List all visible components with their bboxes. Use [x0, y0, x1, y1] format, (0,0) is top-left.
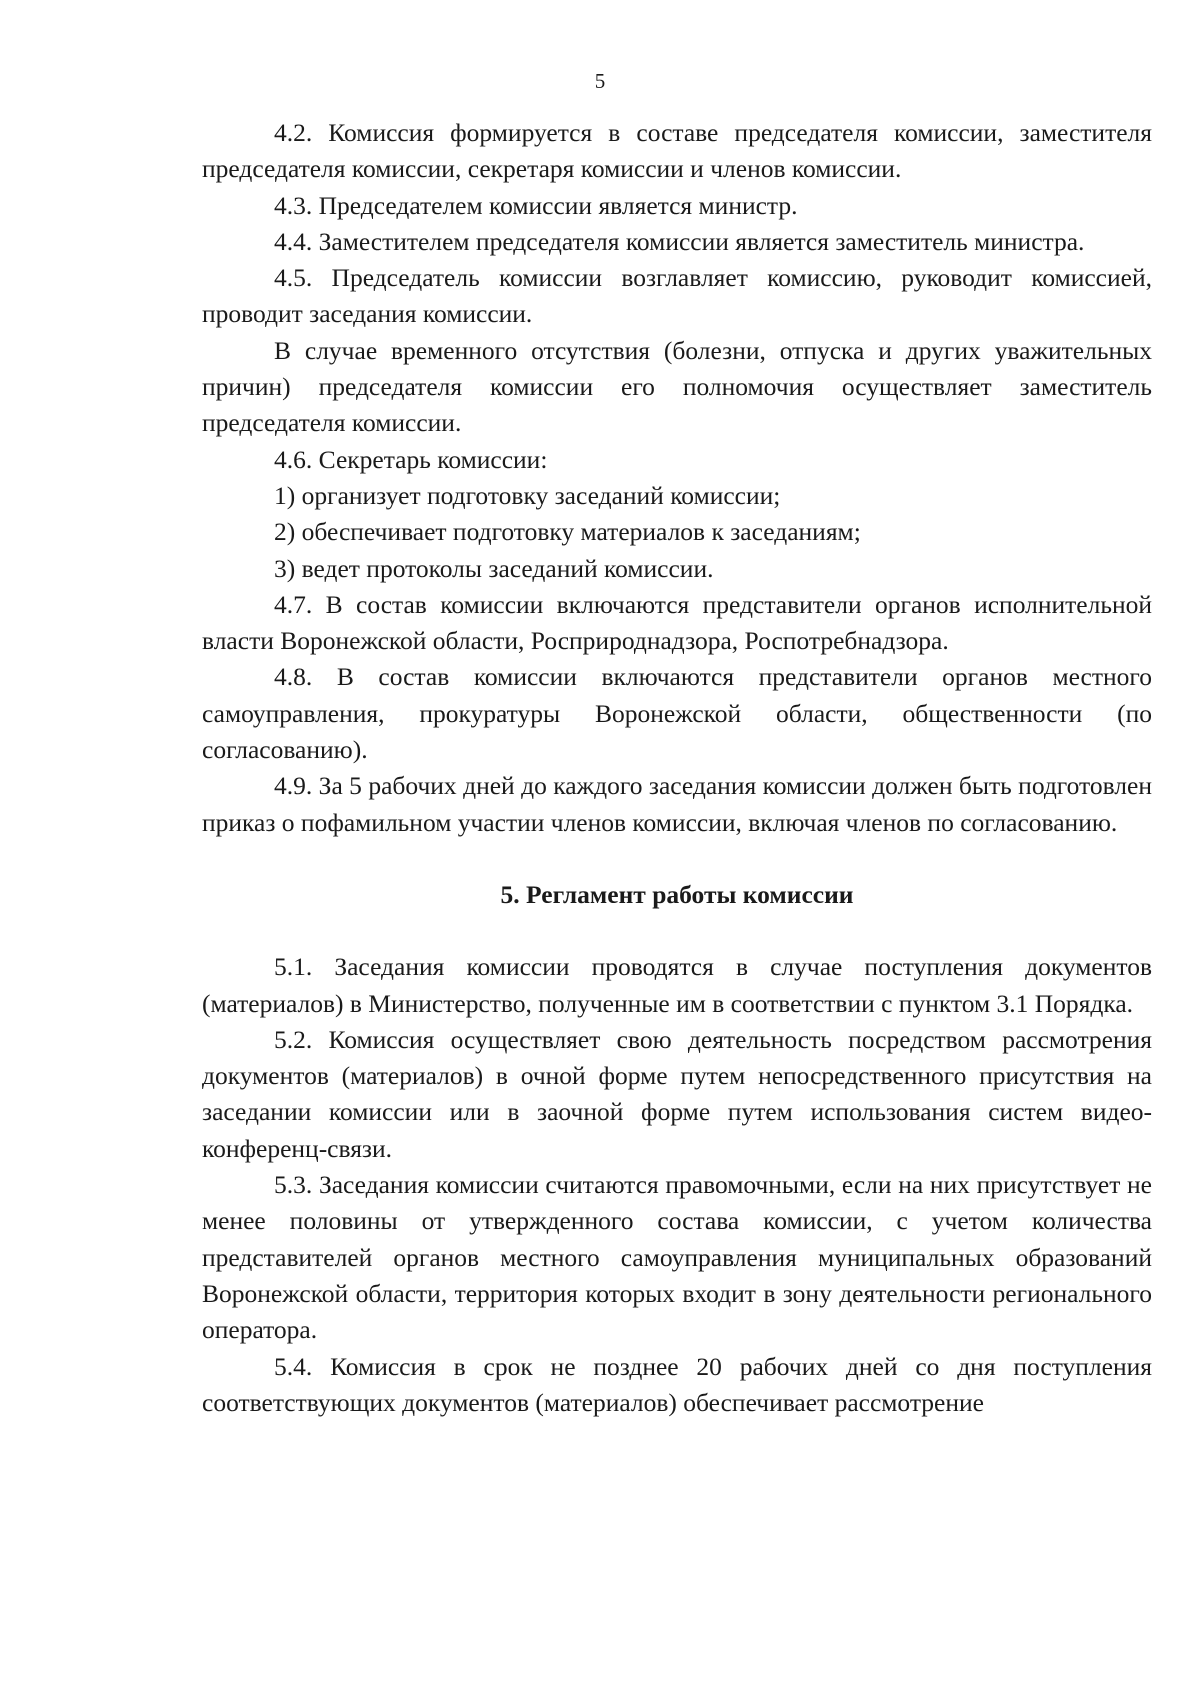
- paragraph-4-5-absence: В случае временного отсутствия (болезни, отпуска и других уважительных причин) председателя комиссии его полномочия осуществляет заместитель председателя комиссии.: [202, 335, 1152, 438]
- section-5-heading: 5. Регламент работы комиссии: [500, 879, 854, 909]
- paragraph-5-4: 5.4. Комиссия в срок не позднее 20 рабочих дней со дня поступления соответствующих документов (материалов) обеспечивает рассмотрение: [202, 1351, 1152, 1417]
- paragraph-4-9: 4.9. За 5 рабочих дней до каждого заседания комиссии должен быть подготовлен приказ о пофамильном участии членов комиссии, включая членов по согласованию.: [202, 771, 1152, 837]
- page-number: 5: [594, 69, 606, 93]
- paragraph-4-3: 4.3. Председателем комиссии является министр.: [274, 190, 798, 220]
- list-item-4-6-3: 3) ведет протоколы заседаний комиссии.: [274, 553, 714, 583]
- paragraph-4-8: 4.8. В состав комиссии включаются представители органов местного самоуправления, прокуратуры Воронежской области, общественности (по согласованию).: [202, 662, 1152, 765]
- paragraph-4-4: 4.4. Заместителем председателя комиссии является заместитель министра.: [274, 226, 1085, 256]
- paragraph-5-1: 5.1. Заседания комиссии проводятся в случае поступления документов (материалов) в Министерство, полученные им в соответствии с пунктом 3.1 Порядка.: [202, 952, 1152, 1018]
- list-item-4-6-1: 1) организует подготовку заседаний комиссии;: [274, 480, 781, 510]
- list-item-4-6-2: 2) обеспечивает подготовку материалов к заседаниям;: [274, 517, 861, 547]
- document-body: [202, 115, 1152, 1421]
- paragraph-5-3: 5.3. Заседания комиссии считаются правомочными, если на них присутствует не менее половины от утвержденного состава комиссии, с учетом количества представителей органов местного самоуправления муниципальных образований Воронежской области, территория которых входит в зону деятельности регионального оператора.: [202, 1170, 1152, 1345]
- paragraph-4-7: 4.7. В состав комиссии включаются представители органов исполнительной власти Воронежской области, Росприроднадзора, Роспотребнадзора.: [202, 589, 1152, 656]
- paragraph-5-2: 5.2. Комиссия осуществляет свою деятельность посредством рассмотрения документов (материалов) в очной форме путем непосредственного присутствия на заседании комиссии или в заочной форме путем использования систем видео-конференц-связи.: [202, 1024, 1152, 1163]
- paragraph-4-2: 4.2. Комиссия формируется в составе председателя комиссии, заместителя председателя комиссии, секретаря комиссии и членов комиссии.: [202, 118, 1152, 184]
- paragraph-4-5: 4.5. Председатель комиссии возглавляет комиссию, руководит комиссией, проводит заседания комиссии.: [202, 263, 1152, 329]
- paragraph-4-6: 4.6. Секретарь комиссии:: [274, 444, 548, 474]
